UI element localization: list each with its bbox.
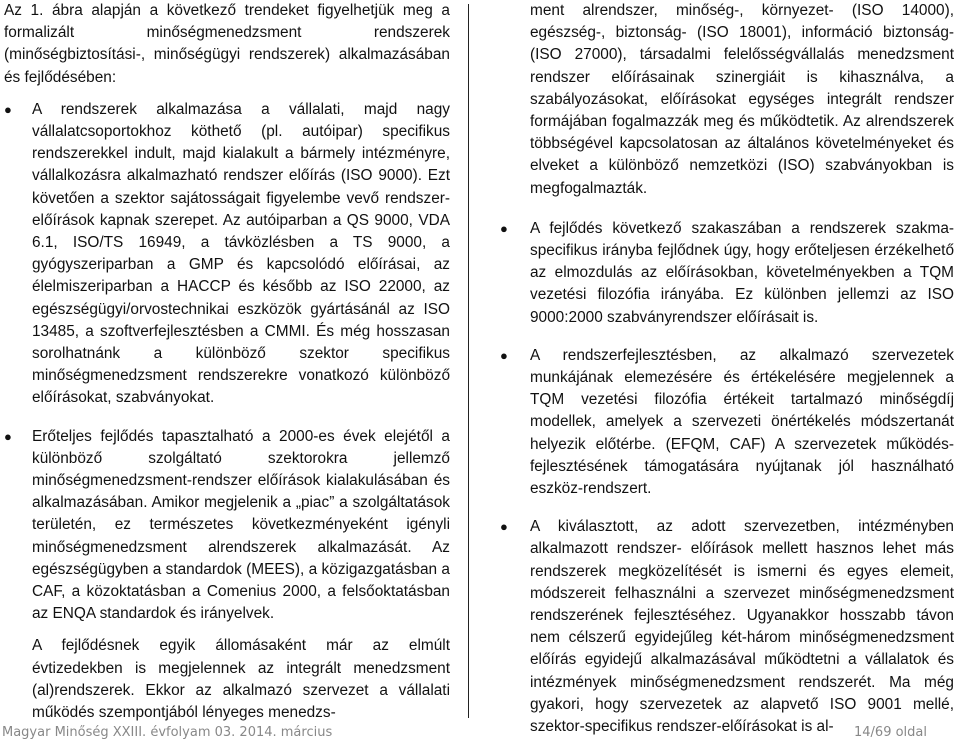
bullet-icon: ● xyxy=(4,101,12,117)
list-item xyxy=(4,99,450,410)
list-item xyxy=(486,218,954,329)
footer-publication: Magyar Minőség XXIII. évfolyam 03. 2014. március xyxy=(2,725,333,740)
bullet-icon: ● xyxy=(500,519,508,535)
list-item-text: A rendszerek alkalmazása a vállalati, majd nagy vállalatcsoportokhoz köthető (pl. autóipar) specifikus rendszerekkel indult, majd kialakult a bármely intézményre, vállalkozásra alkalmazható rendszer előírás (ISO 9000). Ezt követően a szektor sajátosságait figyelembe vevő rendszer-előírások kapnak szerepet. Az autóiparban a QS 9000, VDA 6.1, ISO/TS 16949, a távközlésben a TS 9000, a gyógyszeriparban a GMP és kapcsolódó előírásai, az élelmiszeriparban a HACCP és később az ISO 22000, az egészségügyi/orvostechnikai eszközök gyártásánál az ISO 13485, a szoftverfejlesztésben a CMMI. És még hosszasan sorolhatnánk a különböző szektor specifikus minőségmenedzsment rendszerekre vonatkozó különböző előírásokat, szabványokat. xyxy=(32,100,450,407)
footer-page-number: 14/69 oldal xyxy=(854,725,927,740)
bullet-icon: ● xyxy=(500,220,508,236)
list-item xyxy=(486,516,954,738)
list-item xyxy=(486,345,954,500)
list-item xyxy=(4,426,450,626)
bullet-icon: ● xyxy=(4,428,12,444)
list-item-text: A fejlődés következő szakaszában a rendszerek szakma-specifikus irányba fejlődnek úgy, hogy erőteljesen érzékelhető az elmozdulás az előírásokban, követelményekben a TQM vezetési filozófia irányába. Ez különben jellemzi az ISO 9000:2000 szabványrendszer előírásait is. xyxy=(530,219,954,326)
list-item-text: Erőteljes fejlődés tapasztalható a 2000-es évek elejétől a különböző szolgáltató szektorokra jellemző minőségmenedzsment-rendszer előírások kialakulásában és alkalmazásában. Amikor megjelenik a „piac” a szolgáltatások területén, ez természetes következményeként igényli minőségmenedzsment alrendszerek alkalmazását. Az egészségügyben a standardok (MEES), a közigazgatásban a CAF, a közoktatásban a Comenius 2000, a felsőoktatásban az ENQA standardok és irányelvek. xyxy=(32,427,450,623)
continuation-paragraph: A fejlődésnek egyik állomásaként már az elmúlt évtizedekben is megjelennek az integrált menedzsment (al)rendszerek. Ekkor az alkalmazó szervezet a vállalati működés szempontjából lényeges menedzs- xyxy=(32,637,450,722)
page-footer xyxy=(0,723,959,742)
list-item-text: A rendszerfejlesztésben, az alkalmazó szervezetek munkájának elemezésére és értékelésére megjelennek a TQM vezetési filozófia értékeit tartalmazó minőségdíj modellek, amelyek a szervezeti önértékelés módszertanát helyezik előtérbe. (EFQM, CAF) A szervezetek működés-fejlesztésének támogatására nyújtanak jól használható eszköz-rendszert. xyxy=(530,346,954,498)
left-column xyxy=(4,0,450,724)
bullet-icon: ● xyxy=(500,347,508,363)
list-item-text: A kiválasztott, az adott szervezetben, intézményben alkalmazott rendszer- előírások mellett hasznos lehet más rendszerek megközelítését is ismerni és egyes elemeit, módszereit felhasználni a szervezet minőségmenedzsment rendszerének fejlesztéséhez. Ugyanakkor hosszabb távon nem célszerű egyidejűleg két-három minőségmenedzsment előírás egyidejű alkalmazásával működtetni a vállalatok és intézmények minőségmenedzsment rendszerét. Ma még gyakori, hogy szervezetek az alapvető ISO 9001 mellé, szektor-specifikus rendszer-előírásokat is al- xyxy=(530,518,954,736)
continuation-paragraph: ment alrendszer, minőség-, környezet- (ISO 14000), egészség-, biztonság- (ISO 18001), információ biztonság- (ISO 27000), társadalmi felelősségvállalás menedzsment rendszer előírásainak szinergiáit is kihasználva, a szabályozásokat, előírásokat egységes integrált rendszer formájában fogalmazzák meg és működtetik. Az alrendszerek többségével kapcsolatosan az általános követelményeket és elveket a különböző nemzetközi (ISO) szabványokban is megfogalmazták. xyxy=(530,2,954,197)
left-bullet-list xyxy=(4,99,450,626)
right-column xyxy=(486,0,954,738)
column-divider xyxy=(468,4,469,718)
right-bullet-list xyxy=(486,218,954,738)
intro-paragraph: Az 1. ábra alapján a következő trendeket figyelhetjük meg a formalizált minőségmenedzsment rendszerek (minőségbiztosítási-, minőségügyi rendszerek) alkalmazásában és fejlődésében: xyxy=(4,2,450,86)
